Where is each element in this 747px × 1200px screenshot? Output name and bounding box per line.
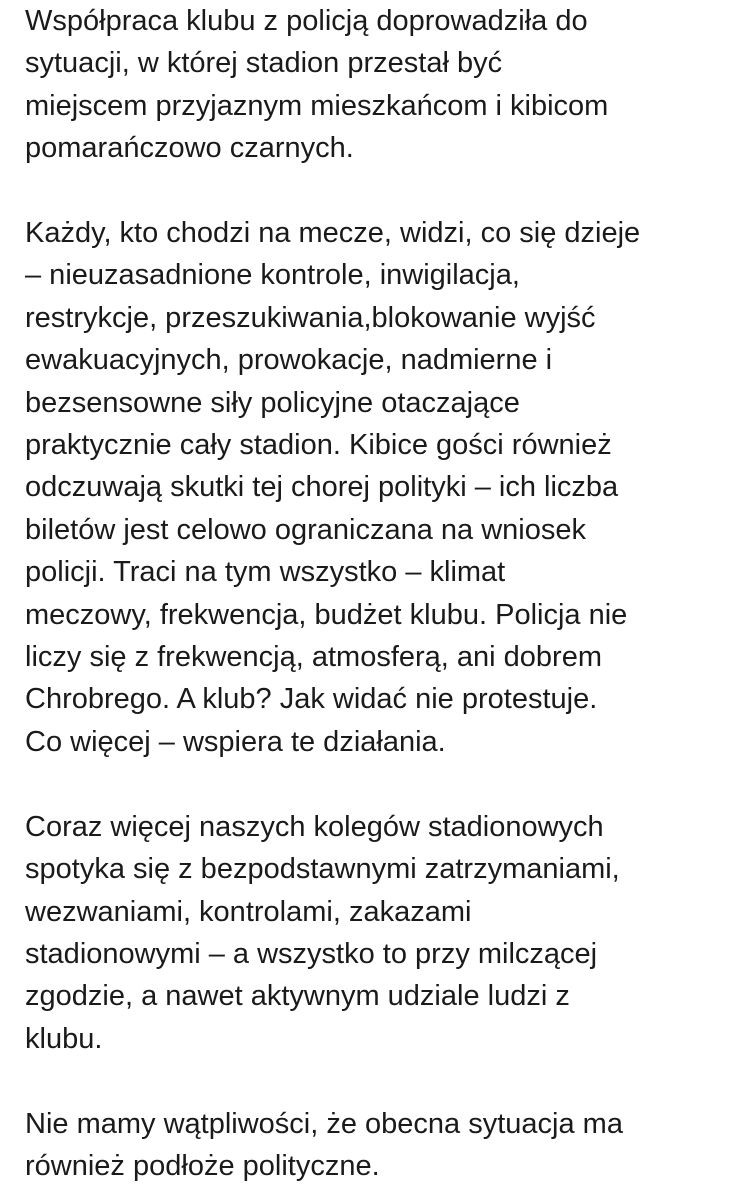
text-line: ewakuacyjnych, prowokacje, nadmierne i xyxy=(25,344,553,377)
text-line: miejscem przyjaznym mieszkańcom i kibicom xyxy=(25,89,609,122)
text-line: wezwaniami, kontrolami, zakazami xyxy=(25,895,472,928)
text-line: – nieuzasadnione kontrole, inwigilacja, xyxy=(25,259,520,292)
text-line: biletów jest celowo ograniczana na wniosek xyxy=(25,513,586,546)
text-line: policji. Traci na tym wszystko – klimat xyxy=(25,556,506,589)
paragraph-4 xyxy=(25,1103,723,1188)
text-line: sytuacji, w której stadion przestał być xyxy=(25,47,503,80)
text-line: pomarańczowo czarnych. xyxy=(25,132,354,165)
paragraph-1 xyxy=(25,0,723,170)
text-line: spotyka się z bezpodstawnymi zatrzymaniami, xyxy=(25,853,620,886)
text-line: Współpraca klubu z policją doprowadziła do xyxy=(25,5,588,37)
text-line: Każdy, kto chodzi na mecze, widzi, co się dzieje xyxy=(25,217,641,250)
text-line: meczowy, frekwencja, budżet klubu. Policja nie xyxy=(25,598,628,631)
text-line: liczy się z frekwencją, atmosferą, ani dobrem xyxy=(25,641,602,674)
text-line: Coraz więcej naszych kolegów stadionowych xyxy=(25,810,604,843)
text-line: również podłoże polityczne. xyxy=(25,1149,380,1182)
paragraph-2 xyxy=(25,212,723,763)
text-line: Co więcej – wspiera te działania. xyxy=(25,725,446,758)
paragraph-3 xyxy=(25,806,723,1060)
text-line: praktycznie cały stadion. Kibice gości również xyxy=(25,429,612,462)
text-line: klubu. xyxy=(25,1022,103,1055)
text-line: restrykcje, przeszukiwania,blokowanie wyjść xyxy=(25,301,596,334)
text-line: stadionowymi – a wszystko to przy milczącej xyxy=(25,937,598,970)
text-line: bezsensowne siły policyjne otaczające xyxy=(25,386,520,419)
text-line: zgodzie, a nawet aktywnym udziale ludzi z xyxy=(25,980,570,1013)
text-line: Chrobrego. A klub? Jak widać nie protestuje. xyxy=(25,683,598,716)
text-line: odczuwają skutki tej chorej polityki – ich liczba xyxy=(25,471,619,504)
text-line: Nie mamy wątpliwości, że obecna sytuacja ma xyxy=(25,1107,623,1140)
